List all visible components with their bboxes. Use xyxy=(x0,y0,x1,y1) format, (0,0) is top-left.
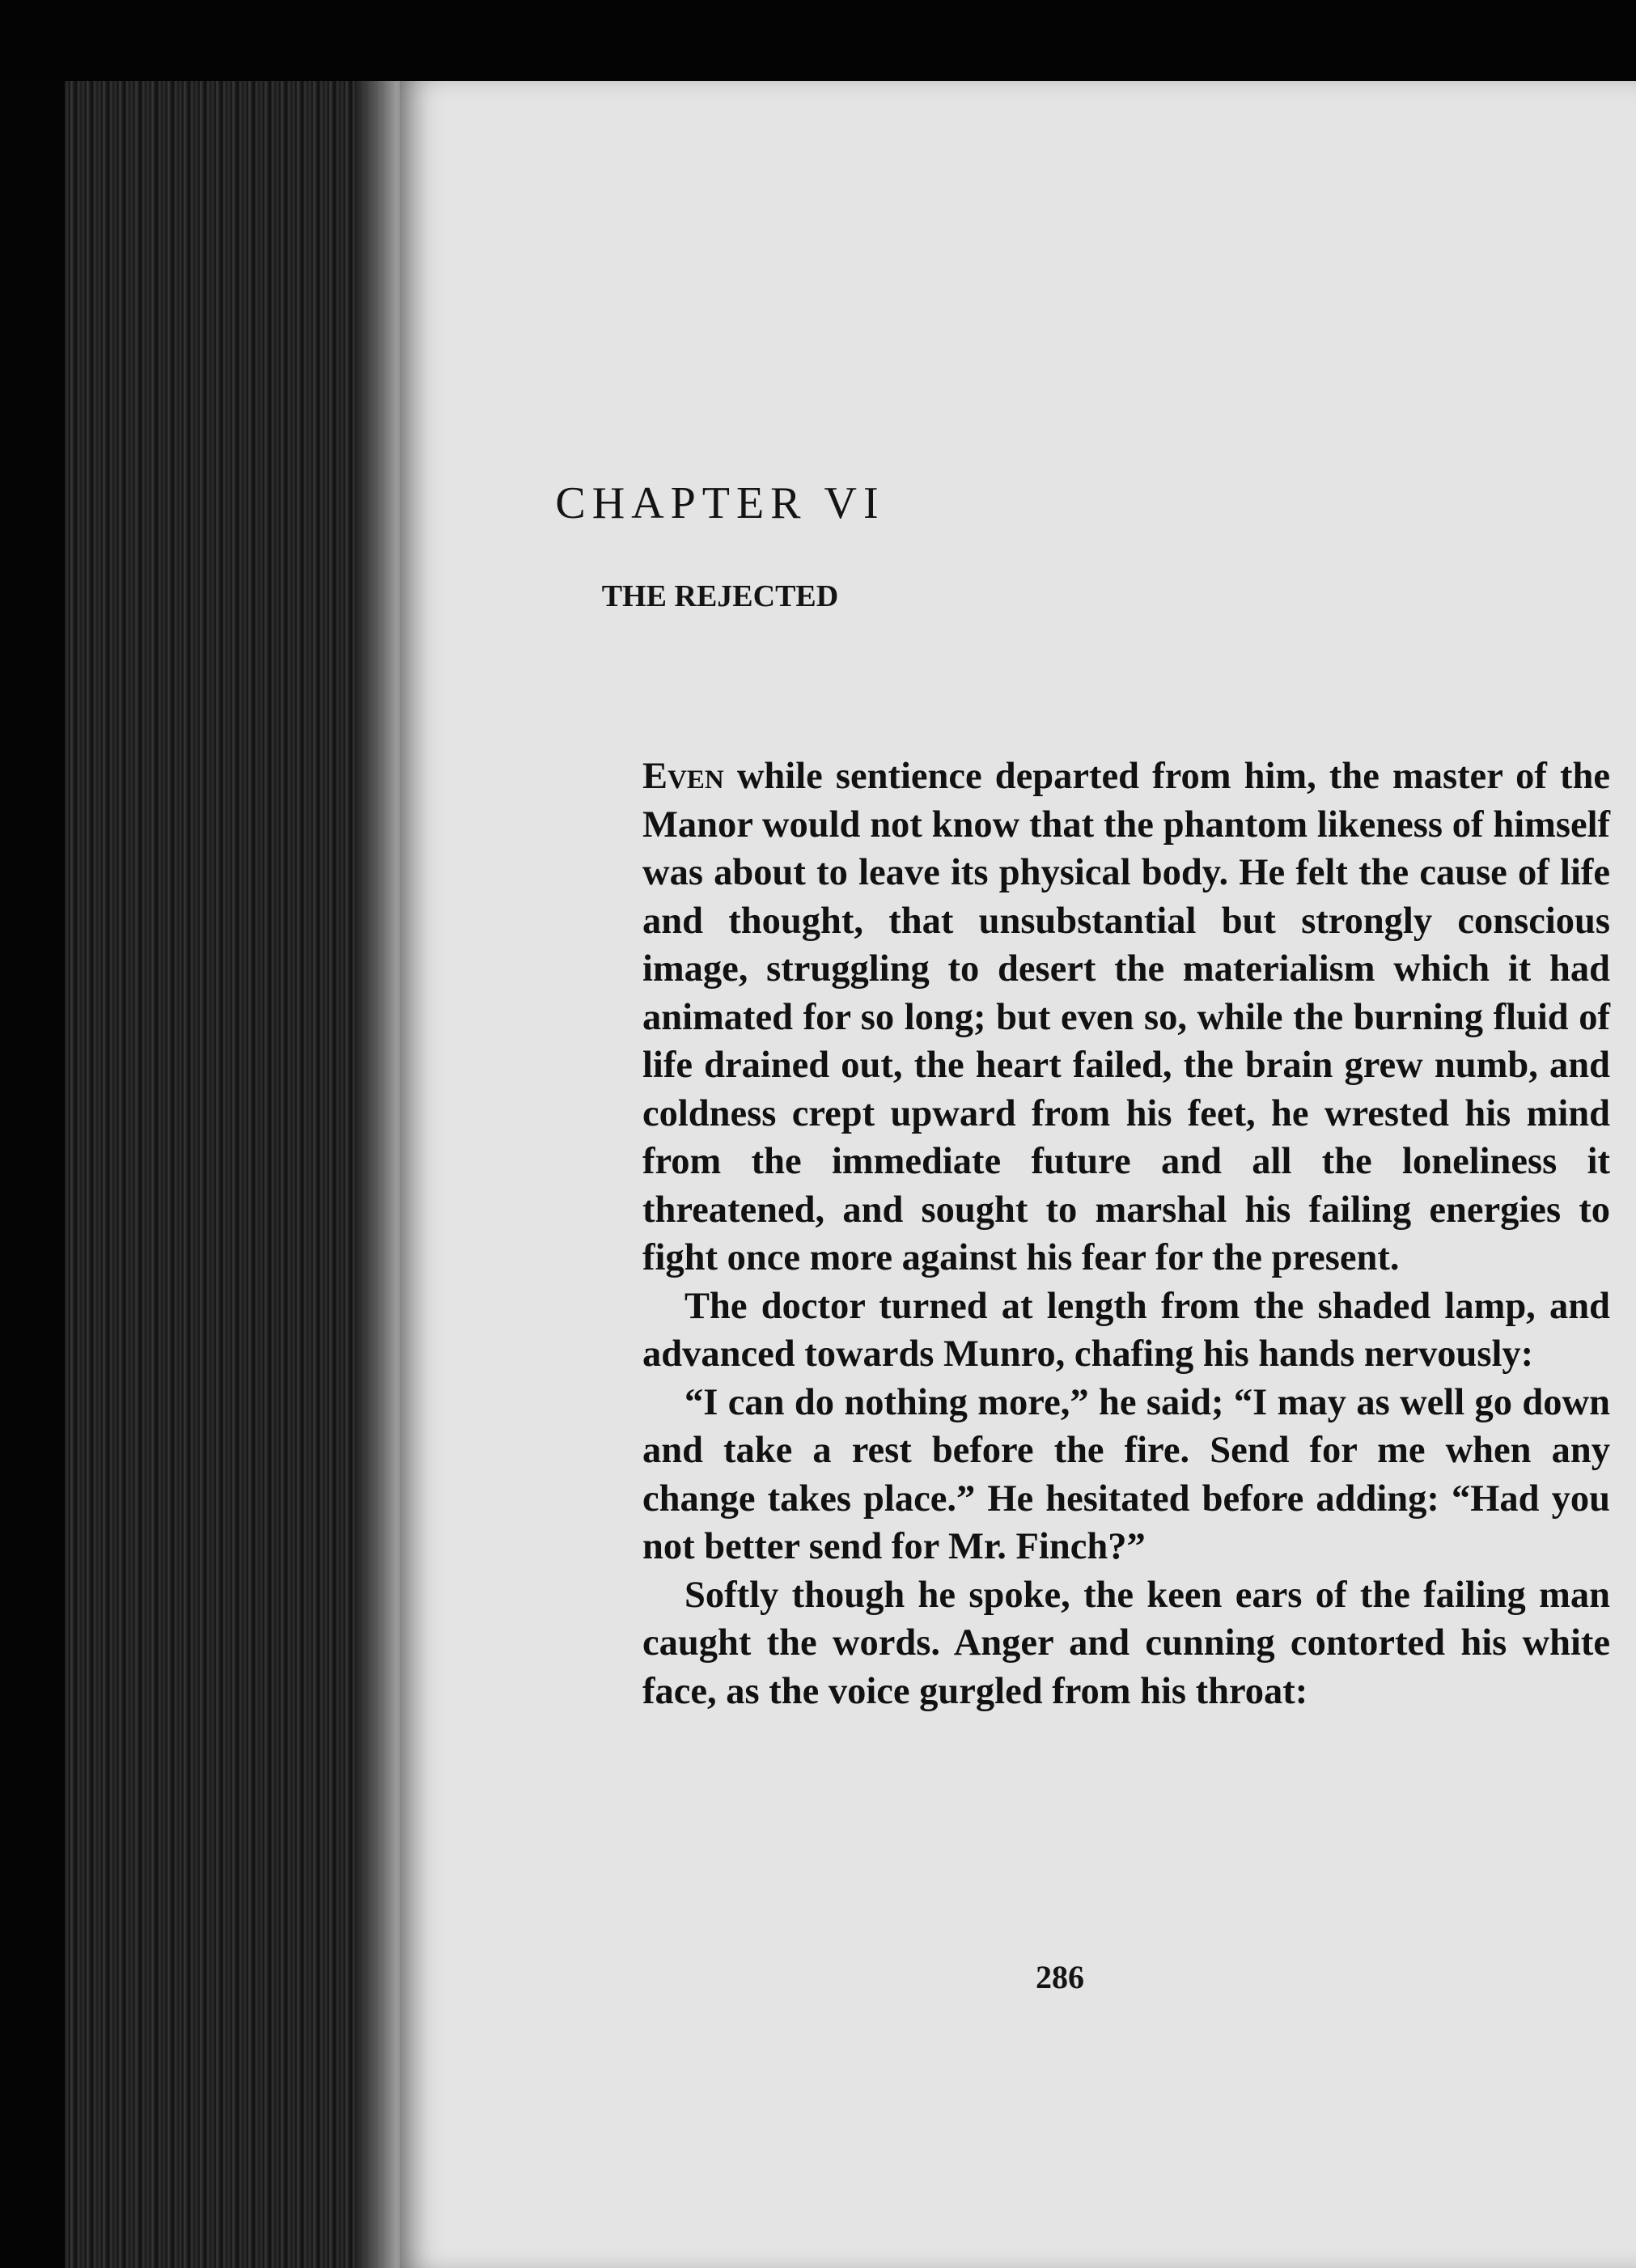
body-text xyxy=(642,752,1610,1715)
paragraph-1 xyxy=(642,752,1610,1282)
book-page-edges xyxy=(65,81,421,2268)
paragraph-1-lead: Even xyxy=(642,756,724,797)
chapter-subtitle: THE REJECTED xyxy=(601,579,839,613)
scan-top-border xyxy=(0,0,1636,81)
paragraph-4: Softly though he spoke, the keen ears of the failing man caught the words. Anger and cunning contorted his white face, as the voice gurgled from his throat: xyxy=(642,1574,1610,1712)
paragraph-1-text: while sentience departed from him, the master of the Manor would not know that the phantom likeness of himself was about to leave its physical body. He felt the cause of life and thought, that unsubstantial but strongly conscious image, struggling to desert the materialism which it had animated for so long; but even so, while the burning fluid of life drained out, the heart failed, the brain grew numb, and coldness crept upward from his feet, he wrested his mind from the immediate future and all the loneliness it threatened, and sought to marshal his failing energies to fight once more against his fear for the present. xyxy=(642,756,1610,1278)
page-number: 286 xyxy=(1036,1959,1084,1995)
chapter-title: CHAPTER VI xyxy=(555,478,885,528)
paragraph-2: The doctor turned at length from the shaded lamp, and advanced towards Munro, chafing his hands nervously: xyxy=(642,1285,1610,1375)
paragraph-3: “I can do nothing more,” he said; “I may as well go down and take a rest before the fire. Send for me when any change takes place.” He hesitated before adding: “Had you not better send for Mr. Finch?” xyxy=(642,1381,1610,1567)
